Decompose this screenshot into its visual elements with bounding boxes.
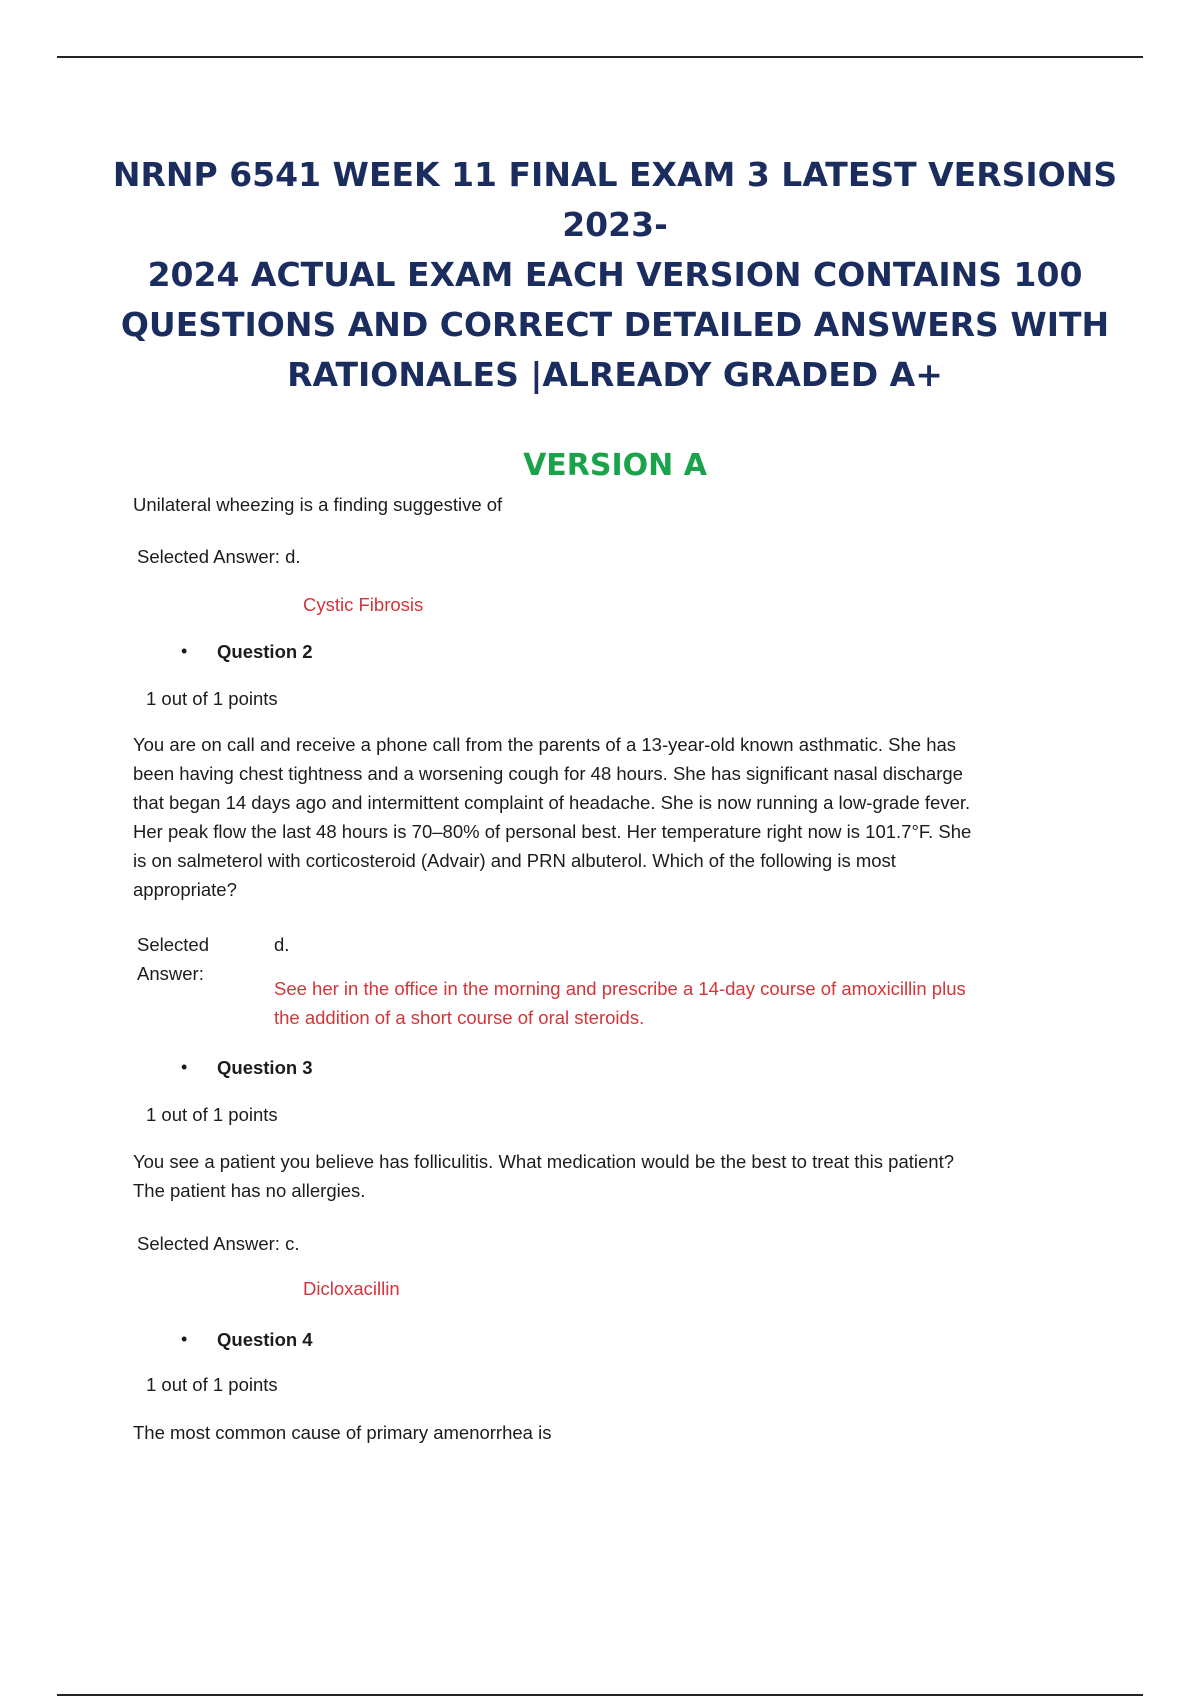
question-2-text (133, 730, 971, 904)
question-4-heading: Question 4 (217, 1329, 313, 1350)
version-heading: VERSION A (523, 448, 707, 483)
bottom-rule (57, 1694, 1143, 1696)
question-2-heading: Question 2 (217, 641, 313, 662)
question-2-text-line: that began 14 days ago and intermittent complaint of headache. She is now running a low-grade fever. (133, 792, 971, 813)
selected-label: Selected Answer: (137, 1233, 280, 1254)
question-2-selected-letter: d. (274, 934, 290, 955)
title-line: QUESTIONS AND CORRECT DETAILED ANSWERS WITH (120, 305, 1110, 344)
selected-label: Selected Answer: (137, 546, 280, 567)
question-2-selected-label (137, 930, 209, 988)
question-2-text-line: appropriate? (133, 879, 237, 900)
title-line: 2024 ACTUAL EXAM EACH VERSION CONTAINS 100 (147, 255, 1083, 294)
question-1-answer: Cystic Fibrosis (303, 594, 424, 615)
bullet-icon: • (181, 641, 188, 661)
top-rule (57, 56, 1143, 58)
question-1-text: Unilateral wheezing is a finding suggestive of (133, 494, 503, 515)
question-2-text-line: You are on call and receive a phone call from the parents of a 13-year-old known asthmatic. She has (133, 734, 957, 755)
title-line: RATIONALES |ALREADY GRADED A+ (287, 355, 943, 394)
question-3-text (133, 1147, 954, 1205)
title-line: NRNP 6541 WEEK 11 FINAL EXAM 3 LATEST VERSIONS 2023- (112, 155, 1118, 244)
question-4-text: The most common cause of primary amenorrhea is (133, 1422, 552, 1443)
question-2-text-line: been having chest tightness and a worsening cough for 48 hours. She has significant nasal discharge (133, 763, 963, 784)
question-3-heading: Question 3 (217, 1057, 313, 1078)
question-1-selected (137, 542, 301, 571)
document-title (90, 150, 1140, 400)
selected-label-line: Answer: (137, 963, 204, 984)
bullet-icon: • (181, 1329, 188, 1349)
question-2-points: 1 out of 1 points (146, 688, 278, 709)
question-3-answer: Dicloxacillin (303, 1278, 400, 1299)
question-3-selected (137, 1229, 299, 1258)
bullet-icon: • (181, 1057, 188, 1077)
question-3-points: 1 out of 1 points (146, 1104, 278, 1125)
question-4-points: 1 out of 1 points (146, 1374, 278, 1395)
answer-line: the addition of a short course of oral steroids. (274, 1007, 645, 1028)
selected-letter: d. (285, 546, 301, 567)
selected-label-line: Selected (137, 934, 209, 955)
question-3-text-line: You see a patient you believe has folliculitis. What medication would be the best to treat this patient? (133, 1151, 955, 1172)
question-2-text-line: is on salmeterol with corticosteroid (Advair) and PRN albuterol. Which of the following is most (133, 850, 896, 871)
selected-letter: c. (285, 1233, 300, 1254)
question-2-answer (274, 974, 966, 1032)
question-3-text-line: The patient has no allergies. (133, 1180, 366, 1201)
answer-line: See her in the office in the morning and prescribe a 14-day course of amoxicillin plus (274, 978, 966, 999)
question-2-text-line: Her peak flow the last 48 hours is 70–80% of personal best. Her temperature right now is 101.7°F. She (133, 821, 972, 842)
